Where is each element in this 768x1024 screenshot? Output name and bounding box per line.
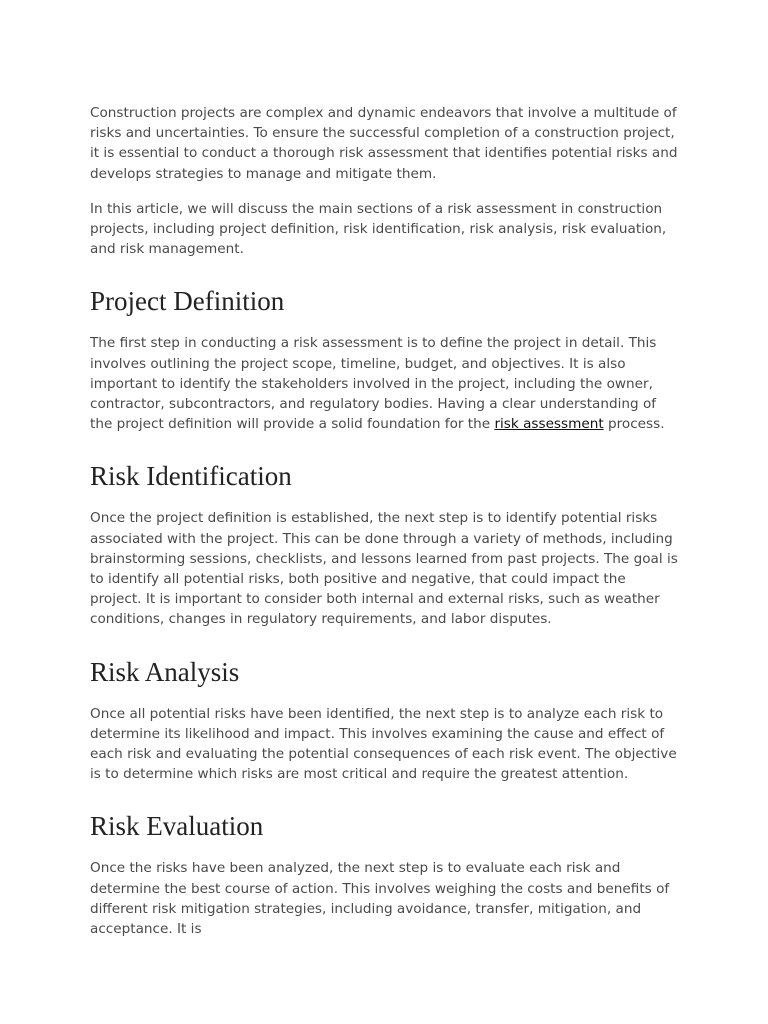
risk-assessment-link[interactable]: risk assessment bbox=[494, 416, 604, 433]
project-definition-text: The first step in conducting a risk assessment is to define the project in detail. This involves outlining the project scope, timeline, budget, and objectives. It is also important to identify the stakeholders involved in the project, including the owner, contractor, subcontractors, and regulatory bodies. Having a clear understanding of the project definition will provide a solid foundation for the bbox=[90, 335, 657, 433]
risk-evaluation-paragraph: Once the risks have been analyzed, the next step is to evaluate each risk and determine the best course of action. This involves weighing the costs and benefits of different risk mitigation strategies, including avoidance, transfer, mitigation, and acceptance. It is bbox=[90, 860, 670, 938]
article bbox=[90, 103, 680, 939]
section-heading-risk-analysis: Risk Analysis bbox=[90, 656, 240, 687]
intro-overview-paragraph: In this article, we will discuss the main sections of a risk assessment in construction projects, including project definition, risk identification, risk analysis, risk evaluation, and risk management. bbox=[90, 200, 667, 258]
risk-identification-paragraph: Once the project definition is established, the next step is to identify potential risks associated with the project. This can be done through a variety of methods, including brainstorming sessions, checklists, and lessons learned from past projects. The goal is to identify all potential risks, both positive and negative, that could impact the project. It is important to consider both internal and external risks, such as weather conditions, changes in regulatory requirements, and labor disputes. bbox=[90, 510, 678, 628]
section-heading-risk-evaluation: Risk Evaluation bbox=[90, 811, 264, 842]
project-definition-text-end: process. bbox=[603, 416, 665, 433]
project-definition-paragraph bbox=[90, 333, 680, 434]
risk-analysis-paragraph: Once all potential risks have been identified, the next step is to analyze each risk to determine its likelihood and impact. This involves examining the cause and effect of each risk and evaluating the potential consequences of each risk event. The objective is to determine which risks are most critical and require the greatest attention. bbox=[90, 705, 677, 783]
intro-paragraph: Construction projects are complex and dynamic endeavors that involve a multitude of risks and uncertainties. To ensure the successful completion of a construction project, it is essential to conduct a thorough risk assessment that identifies potential risks and develops strategies to manage and mitigate them. bbox=[90, 105, 678, 182]
section-heading-risk-identification: Risk Identification bbox=[90, 461, 292, 492]
section-heading-project-definition: Project Definition bbox=[90, 286, 285, 317]
